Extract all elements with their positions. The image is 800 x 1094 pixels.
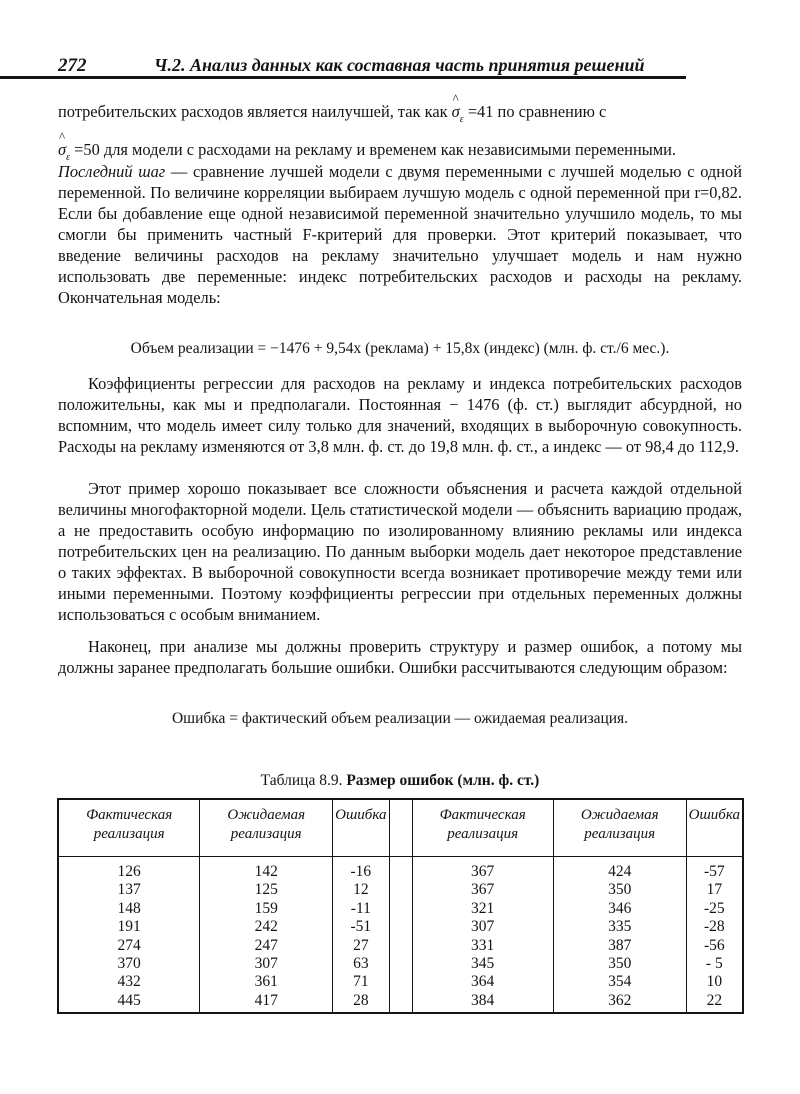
table-cell: 17	[686, 881, 743, 899]
table-cell: 307	[200, 955, 333, 973]
errors-table	[57, 798, 744, 1014]
table-row	[58, 900, 743, 918]
table-row	[58, 857, 743, 882]
table-cell: 335	[553, 918, 686, 936]
table-cell: 22	[686, 992, 743, 1013]
header-rule	[0, 76, 686, 79]
error-formula: Ошибка = фактический объем реализации — ожидаемая реализация.	[171, 710, 629, 727]
table-gap-cell	[389, 881, 412, 899]
table-cell: 367	[412, 857, 553, 882]
table-cell: -25	[686, 900, 743, 918]
table-cell: 445	[58, 992, 200, 1013]
sigma-hat-symbol-2: ^ $\sigma_\varepsilon$	[58, 129, 71, 163]
paragraph-1-line-1-end: =41 по сравнению с	[463, 102, 607, 121]
table-gap-cell	[389, 918, 412, 936]
table-cell: 159	[200, 900, 333, 918]
table-gap-cell	[389, 937, 412, 955]
header-expected-1: Ожидаемая реализация	[200, 799, 333, 857]
table-cell: -51	[333, 918, 389, 936]
table-row	[58, 955, 743, 973]
table-cell: 71	[333, 973, 389, 991]
table-cell: 242	[200, 918, 333, 936]
table-row	[58, 937, 743, 955]
table-cell: - 5	[686, 955, 743, 973]
table-cell: 417	[200, 992, 333, 1013]
table-cell: -28	[686, 918, 743, 936]
header-expected-2: Ожидаемая реализация	[553, 799, 686, 857]
table-cell: 370	[58, 955, 200, 973]
table-cell: 10	[686, 973, 743, 991]
paragraph-2	[58, 161, 742, 308]
table-cell: 387	[553, 937, 686, 955]
table-cell: -56	[686, 937, 743, 955]
table-cell: 27	[333, 937, 389, 955]
table-gap-cell	[389, 900, 412, 918]
table-gap-cell	[389, 955, 412, 973]
table-cell: -11	[333, 900, 389, 918]
table-cell: 367	[412, 881, 553, 899]
table-cell: 364	[412, 973, 553, 991]
table-cell: 137	[58, 881, 200, 899]
sigma-hat-symbol: ^ $\sigma_\varepsilon$	[451, 91, 464, 125]
paragraph-1-line-1-start: потребительских расходов является наилучшей, так как	[58, 102, 452, 121]
paragraph-1	[58, 91, 742, 168]
header-actual-2: Фактическая реализация	[412, 799, 553, 857]
table-gap-column	[389, 799, 412, 857]
table-cell: 63	[333, 955, 389, 973]
italic-lead: Последний шаг	[58, 162, 166, 181]
table-caption-title: Размер ошибок (млн. ф. ст.)	[346, 772, 540, 789]
table-cell: 191	[58, 918, 200, 936]
paragraph-3: Коэффициенты регрессии для расходов на рекламу и индекса потребительских расходов положительны, как мы и предполагали. Постоянная − 1476 (ф. ст.) выглядит абсурдной, но вспомним, что модель имеет силу только для значений, входящих в выборочную совокупность. Расходы на рекламу изменяются от 3,8 млн. ф. ст. до 19,8 млн. ф. ст., а индекс — от 98,4 до 112,9.	[58, 374, 742, 456]
table-cell: 126	[58, 857, 200, 882]
paragraph-5: Наконец, при анализе мы должны проверить структуру и размер ошибок, а потому мы должны заранее предполагать большие ошибки. Ошибки рассчитываются следующим образом:	[58, 637, 742, 677]
table-cell: 142	[200, 857, 333, 882]
table-cell: 432	[58, 973, 200, 991]
table-row	[58, 881, 743, 899]
table-caption-prefix: Таблица 8.9.	[260, 772, 347, 789]
table-cell: 354	[553, 973, 686, 991]
table-row	[58, 918, 743, 936]
header-actual-1: Фактическая реализация	[58, 799, 200, 857]
table-gap-cell	[389, 992, 412, 1013]
table-cell: 307	[412, 918, 553, 936]
table-cell: 384	[412, 992, 553, 1013]
table-cell: -16	[333, 857, 389, 882]
header-error-2: Ошибка	[686, 799, 743, 857]
table-cell: 12	[333, 881, 389, 899]
table-cell: -57	[686, 857, 743, 882]
table-caption	[0, 772, 800, 790]
running-title: Ч.2. Анализ данных как составная часть принятия решений	[154, 55, 645, 75]
paragraph-1-line-2: ^ $\sigma_\varepsilon =50$ для модели с расходами на рекламу и временем как независимыми переменными.	[58, 139, 742, 168]
regression-formula: Объем реализации = −1476 + 9,54x (реклама) + 15,8x (индекс) (млн. ф. ст./6 мес.).	[130, 340, 670, 357]
table-cell: 424	[553, 857, 686, 882]
table-row	[58, 973, 743, 991]
table-row	[58, 992, 743, 1013]
table-gap-cell	[389, 857, 412, 882]
table-cell: 361	[200, 973, 333, 991]
table-cell: 28	[333, 992, 389, 1013]
table-cell: 346	[553, 900, 686, 918]
table-cell: 247	[200, 937, 333, 955]
table-cell: 345	[412, 955, 553, 973]
paragraph-4: Этот пример хорошо показывает все сложности объяснения и расчета каждой отдельной величины многофакторной модели. Цель статистической модели — объяснить вариацию продаж, а не предоставить особую информацию по изолированному влиянию рекламы или индекса потребительских цен на реализацию. По данным выборки модель дает некоторое представление о таких эффектах. В выборочной совокупности всегда возникает противоречие между теми или иными переменными. Поэтому коэффициенты регрессии при отдельных переменных должны использоваться с особым вниманием.	[58, 479, 742, 624]
table-cell: 331	[412, 937, 553, 955]
table-cell: 362	[553, 992, 686, 1013]
header-error-1: Ошибка	[333, 799, 389, 857]
table-header-row	[58, 799, 743, 857]
table-cell: 125	[200, 881, 333, 899]
page-number: 272	[58, 55, 87, 76]
table-cell: 350	[553, 881, 686, 899]
table-cell: 321	[412, 900, 553, 918]
table-gap-cell	[389, 973, 412, 991]
table-cell: 148	[58, 900, 200, 918]
table-cell: 350	[553, 955, 686, 973]
table-cell: 274	[58, 937, 200, 955]
paragraph-2-text: — сравнение лучшей модели с двумя переменными с лучшей моделью с одной переменной. По величине корреляции выбираем лучшую модель с одной переменной при r=0,82. Если бы добавление еще одной независимой переменной значительно улучшило модель, то мы смогли бы применить частный F-критерий для проверки. Этот критерий показывает, что введение величины расходов на рекламу значительно улучшает модель и нам нужно использовать две переменные: индекс потребительских расходов и расходы на рекламу. Окончательная модель:	[58, 162, 742, 307]
